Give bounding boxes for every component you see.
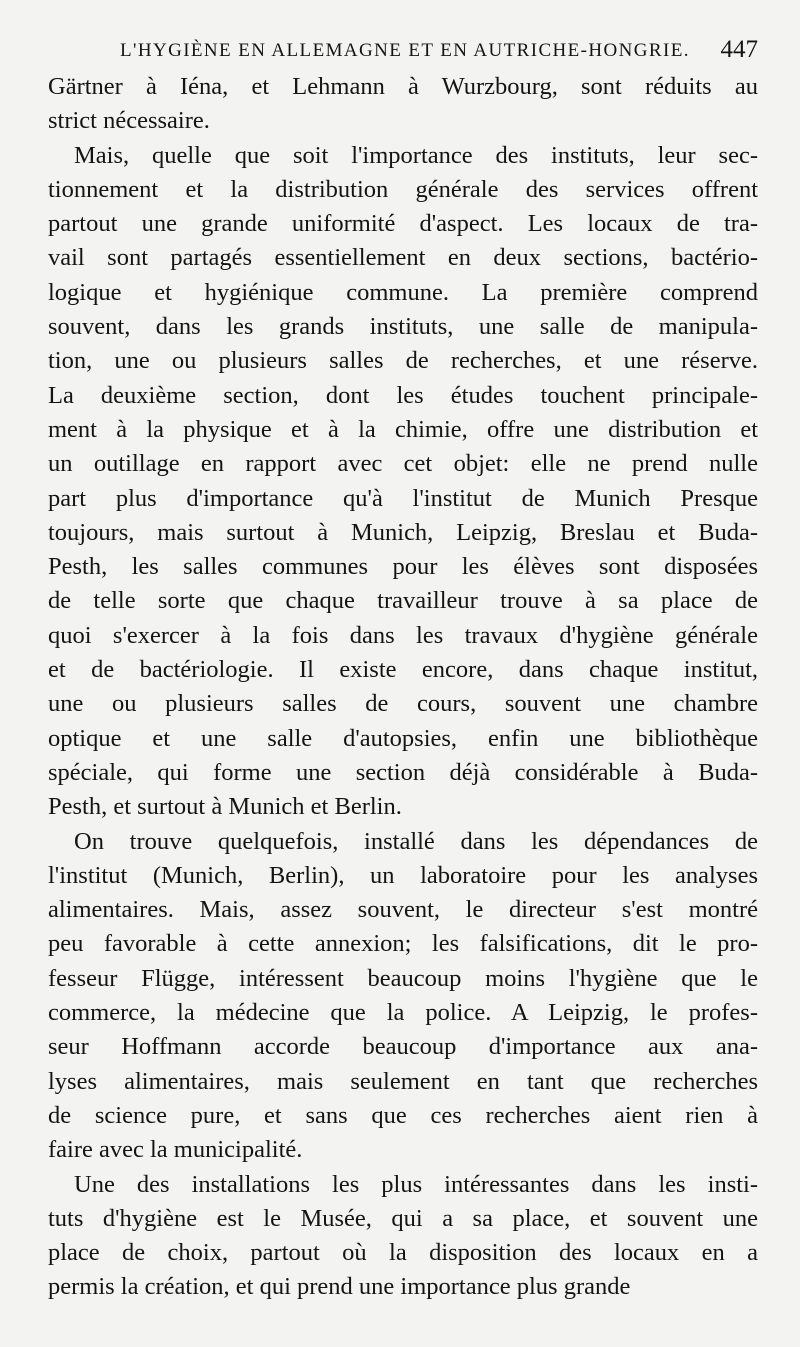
text-line: tuts d'hygiène est le Musée, qui a sa place, et souvent une — [48, 1204, 758, 1232]
text-line: vail sont partagés essentiellement en deux sections, bactério- — [48, 244, 758, 272]
text-line: un outillage en rapport avec cet objet: elle ne prend nulle — [48, 450, 758, 478]
text-line: ment à la physique et à la chimie, offre une distribution et — [48, 415, 758, 443]
running-head — [48, 36, 758, 70]
text-line: Une des installations les plus intéressantes dans les insti- — [74, 1170, 758, 1198]
text-line: faire avec la municipalité. — [48, 1136, 303, 1164]
paragraph — [48, 825, 758, 1168]
text-line: place de choix, partout où la disposition des locaux en a — [48, 1239, 758, 1267]
text-line: strict nécessaire. — [48, 107, 210, 135]
text-line: et de bactériologie. Il existe encore, dans chaque institut, — [48, 656, 758, 684]
text-line: quoi s'exercer à la fois dans les travaux d'hygiène générale — [48, 621, 758, 649]
text-line: de science pure, et sans que ces recherches aient rien à — [48, 1101, 758, 1129]
paragraph — [48, 70, 758, 139]
text-line: de telle sorte que chaque travailleur trouve à sa place de — [48, 587, 758, 615]
running-title: L'HYGIÈNE EN ALLEMAGNE ET EN AUTRICHE-HONGRIE. — [120, 40, 690, 61]
text-line: optique et une salle d'autopsies, enfin une bibliothèque — [48, 724, 758, 752]
text-line: permis la création, et qui prend une importance plus grande — [48, 1273, 631, 1301]
text-line: fesseur Flügge, intéressent beaucoup moins l'hygiène que le — [48, 964, 758, 992]
text-line: On trouve quelquefois, installé dans les dépendances de — [74, 827, 758, 855]
text-line: commerce, la médecine que la police. A Leipzig, le profes- — [48, 999, 758, 1027]
text-line: alimentaires. Mais, assez souvent, le directeur s'est montré — [48, 896, 758, 924]
body-text — [48, 70, 758, 1305]
text-line: toujours, mais surtout à Munich, Leipzig, Breslau et Buda- — [48, 518, 758, 546]
text-line: part plus d'importance qu'à l'institut de Munich Presque — [48, 484, 758, 512]
text-line: Mais, quelle que soit l'importance des instituts, leur sec- — [74, 141, 758, 169]
text-line: souvent, dans les grands instituts, une salle de manipula- — [48, 313, 758, 341]
text-line: Gärtner à Iéna, et Lehmann à Wurzbourg, sont réduits au — [48, 73, 758, 100]
text-line: tion, une ou plusieurs salles de recherches, et une réserve. — [48, 347, 758, 375]
text-line: peu favorable à cette annexion; les falsifications, dit le pro- — [48, 930, 758, 958]
text-line: l'institut (Munich, Berlin), un laboratoire pour les analyses — [48, 861, 758, 889]
text-line: une ou plusieurs salles de cours, souvent une chambre — [48, 690, 758, 718]
paragraph — [48, 1168, 758, 1305]
page-number: 447 — [720, 36, 758, 63]
text-line: partout une grande uniformité d'aspect. Les locaux de tra- — [48, 210, 758, 238]
paragraph — [48, 139, 758, 825]
text-line: lyses alimentaires, mais seulement en tant que recherches — [48, 1067, 758, 1095]
text-line: seur Hoffmann accorde beaucoup d'importance aux ana- — [48, 1033, 758, 1061]
text-line: logique et hygiénique commune. La première comprend — [48, 278, 758, 306]
text-line: Pesth, et surtout à Munich et Berlin. — [48, 793, 402, 821]
text-line: Pesth, les salles communes pour les élèves sont disposées — [48, 553, 758, 581]
text-line: spéciale, qui forme une section déjà considérable à Buda- — [48, 758, 758, 786]
text-line: La deuxième section, dont les études touchent principale- — [48, 381, 758, 409]
text-line: tionnement et la distribution générale des services offrent — [48, 175, 758, 203]
